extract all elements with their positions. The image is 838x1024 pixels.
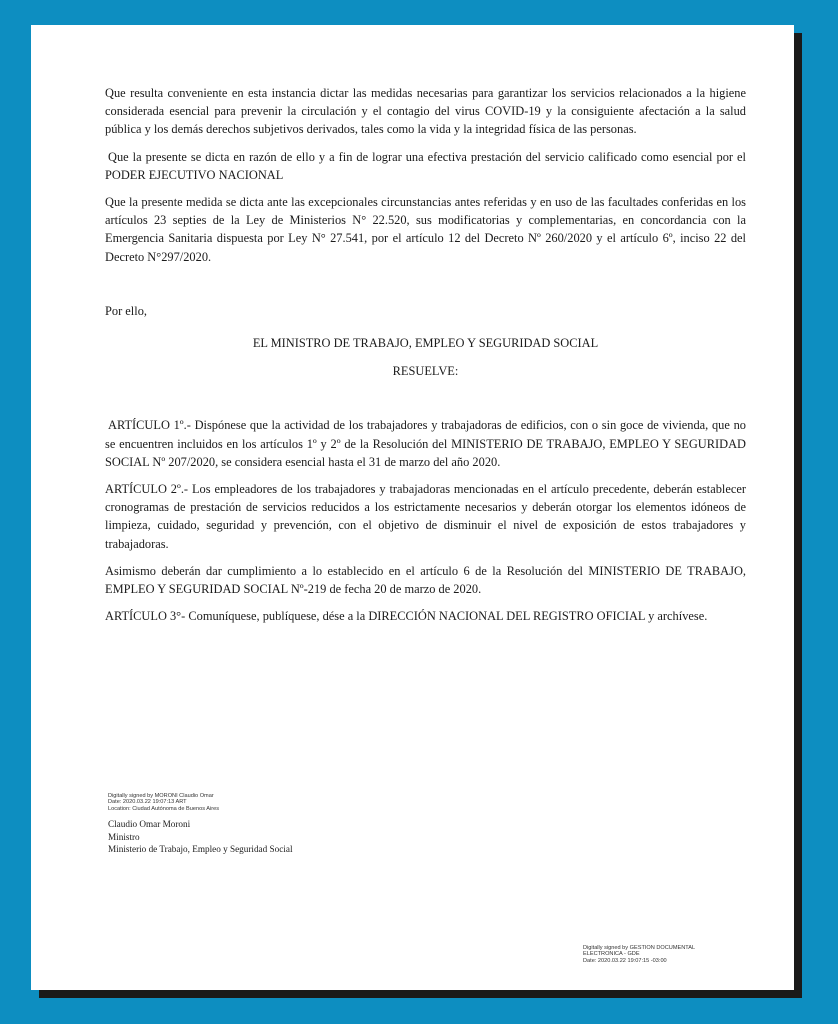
article-2: ARTÍCULO 2º.- Los empleadores de los trabajadores y trabajadoras mencionadas en el artículo precedente, deberán establecer cronogramas de prestación de servicios reducidos a los estrictamente necesarios y deberán otorgar los elementos idóneos de limpieza, cuidado, seguridad y prevención, con el objetivo de disminuir el nivel de exposición de estos trabajadores y trabajadoras. (105, 482, 746, 551)
article-1: ARTÍCULO 1º.- Dispónese que la actividad de los trabajadores y trabajadoras de edificios, con o sin goce de vivienda, que no se encuentren incluidos en los artículos 1º y 2º de la Resolución del MINISTERIO DE TRABAJO, EMPLEO Y SEGURIDAD SOCIAL Nº 207/2020, se considera esencial hasta el 31 de marzo del año 2020. (105, 418, 746, 469)
resuelve-heading: RESUELVE: (392, 364, 459, 379)
article-2-asimismo: Asimismo deberán dar cumplimiento a lo establecido en el artículo 6 de la Resolución del MINISTERIO DE TRABAJO, EMPLEO Y SEGURIDAD SOCIAL Nº-219 de fecha 20 de marzo de 2020. (105, 563, 746, 597)
gde-stamp-date: Date: 2020.03.22 19:07:15 -03:00 (583, 957, 667, 964)
gde-stamp-line: ELECTRONICA - GDE (583, 951, 640, 958)
gde-stamp-line: Digitally signed by GESTION DOCUMENTAL (583, 945, 696, 951)
por-ello-text: Por ello, (105, 303, 147, 318)
signer-office: Ministerio de Trabajo, Empleo y Seguridad Social (108, 844, 293, 854)
gde-stamp (583, 945, 695, 964)
signer-name: Claudio Omar Moroni (108, 819, 191, 829)
document-body (105, 84, 746, 625)
article-3: ARTÍCULO 3°- Comuníquese, publíquese, dése a la DIRECCIÓN NACIONAL DEL REGISTRO OFICIAL y archívese. (105, 609, 708, 624)
digital-signature-date: Date: 2020.03.22 19:07:13 ART (108, 799, 187, 806)
paragraph-facultades: Que la presente medida se dicta ante las excepcionales circunstancias antes referidas y en uso de las facultades conferidas en los artículos 23 septies de la Ley de Ministerios N° 22.520, sus modificatorias y complementarias, en concordancia con la Emergencia Sanitaria dispuesta por Ley N° 27.541, por el artículo 12 del Decreto Nº 260/2020 y el artículo 6º, inciso 22 del Decreto N°297/2020. (105, 195, 746, 264)
digital-signature-location: Location: Ciudad Autónoma de Buenos Aires (108, 805, 220, 812)
signer-block (108, 818, 293, 856)
digital-signature-block (108, 793, 219, 812)
minister-heading: EL MINISTRO DE TRABAJO, EMPLEO Y SEGURIDAD SOCIAL (252, 336, 599, 351)
signer-role: Ministro (108, 831, 140, 842)
paragraph-higiene: Que resulta conveniente en esta instancia dictar las medidas necesarias para garantizar los servicios relacionados a la higiene considerada esencial para prevenir la circulación y el contagio del virus COVID-19 y la consiguiente afectación a la salud pública y los demás derechos subjetivos derivados, tales como la vida y la integridad física de las personas. (105, 86, 746, 137)
document-page (31, 25, 794, 990)
paragraph-servicio-esencial: Que la presente se dicta en razón de ello y a fin de lograr una efectiva prestación del servicio calificado como esencial por el PODER EJECUTIVO NACIONAL (105, 149, 746, 182)
digital-signature-line: Digitally signed by MORONI Claudio Omar (108, 793, 214, 799)
